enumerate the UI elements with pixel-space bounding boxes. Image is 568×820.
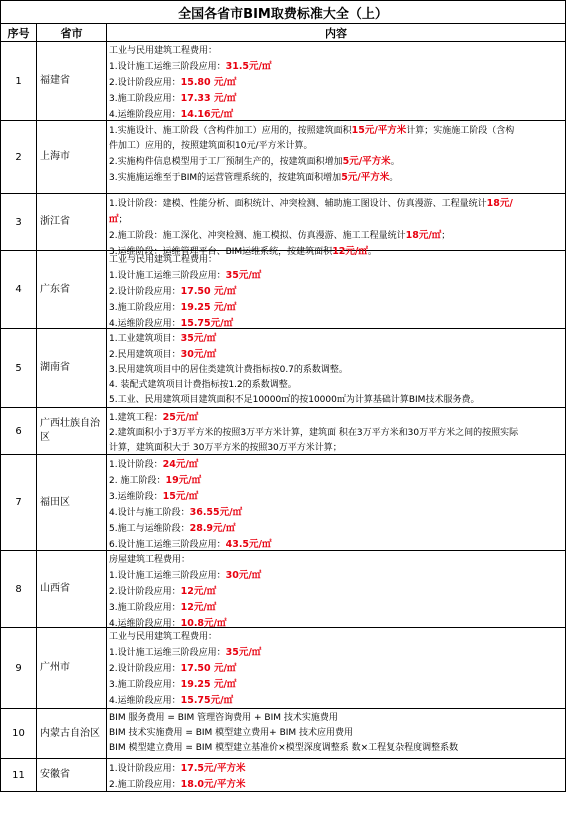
content-lines	[109, 410, 563, 454]
content-line	[109, 553, 563, 568]
content-line	[109, 600, 563, 616]
content-line	[109, 521, 563, 537]
content-line	[109, 378, 563, 393]
content-line	[109, 393, 563, 408]
content-line	[109, 661, 563, 677]
content-text: BIM 模型建立费用 = BIM 模型建立基准价×模型深度调整系 数×工程复杂程度调整系数	[109, 743, 459, 753]
content-text: 3.运维阶段：	[109, 492, 163, 502]
serial-number-cell: 7	[1, 455, 37, 551]
serial-number-cell: 10	[1, 709, 37, 759]
content-line	[109, 537, 563, 553]
content-line	[109, 410, 563, 426]
fee-value: 30元/㎡	[180, 349, 217, 360]
table-body	[1, 42, 566, 792]
fee-value: 5元/平方米	[342, 156, 391, 167]
province-cell: 广州市	[37, 628, 107, 709]
content-text: 5.施工与运维阶段：	[109, 524, 190, 534]
content-text: 房屋建筑工程费用：	[109, 555, 191, 565]
fee-value: 17.50 元/㎡	[180, 663, 237, 674]
content-text: 4.运维阶段应用：	[109, 619, 181, 629]
content-text: 计算；实施施工阶段（含构	[406, 126, 515, 136]
content-text: 1.设计施工运维三阶段应用：	[109, 571, 226, 581]
content-text: BIM 技术实施费用 = BIM 模型建立费用+ BIM 技术应用费用	[109, 728, 354, 738]
table-row	[1, 455, 566, 551]
table-row	[1, 408, 566, 455]
content-line	[109, 91, 563, 107]
content-text: 工业与民用建筑工程费用：	[109, 632, 218, 642]
serial-number-cell: 4	[1, 251, 37, 329]
serial-number-cell: 6	[1, 408, 37, 455]
fee-value: 12元/㎡	[180, 586, 217, 597]
content-text: 2. 施工阶段：	[109, 476, 166, 486]
content-line	[109, 426, 563, 441]
content-text: 1.设计施工运维三阶段应用：	[109, 648, 226, 658]
fee-value: 25元/㎡	[162, 412, 199, 423]
content-text: 件加工）应用的，按照建筑面积10元/平方米计算。	[109, 141, 313, 151]
content-lines	[109, 253, 563, 328]
content-cell	[107, 329, 566, 408]
fee-value: 15元/㎡	[162, 491, 199, 502]
content-text: 6.设计施工运维三阶段应用：	[109, 540, 226, 550]
fee-value: 17.50 元/㎡	[180, 286, 237, 297]
serial-number-cell: 9	[1, 628, 37, 709]
content-text: 工业与民用建筑工程费用：	[109, 46, 218, 56]
content-line	[109, 568, 563, 584]
fee-value: 17.5元/平方米	[180, 763, 246, 774]
fee-value: 35元/㎡	[225, 647, 262, 658]
content-cell	[107, 408, 566, 455]
content-text: 4.运维阶段应用：	[109, 696, 181, 706]
content-line	[109, 154, 563, 170]
header-province-city: 省市	[37, 24, 107, 42]
content-line	[109, 645, 563, 661]
content-lines	[109, 630, 563, 708]
content-line	[109, 505, 563, 521]
table-row	[1, 329, 566, 408]
fee-value: 19元/㎡	[165, 475, 202, 486]
content-cell	[107, 759, 566, 792]
fee-value: 15.80 元/㎡	[180, 77, 237, 88]
content-lines	[109, 44, 563, 120]
serial-number-cell: 2	[1, 121, 37, 194]
content-text: 2.建筑面积小于3万平方米的按照3万平方米计算，建筑面 积在3万平方米和30万平方米之间的按照实际	[109, 428, 519, 438]
content-text: 计算，建筑面积大于 30万平方米的按照30万平方米计算；	[109, 443, 342, 453]
content-line	[109, 75, 563, 91]
content-cell	[107, 551, 566, 628]
fee-value: 35元/㎡	[225, 270, 262, 281]
content-text: 2.实施构件信息模型用于工厂预制生产的，按建筑面积增加	[109, 157, 343, 167]
fee-value: 31.5元/㎡	[225, 61, 272, 72]
fee-value: 12元/㎡	[180, 602, 217, 613]
content-lines	[109, 331, 563, 407]
content-text: 工业与民用建筑工程费用：	[109, 255, 218, 265]
fee-value: 43.5元/㎡	[225, 539, 272, 550]
content-text: 1.建筑工程：	[109, 413, 163, 423]
content-line	[109, 489, 563, 505]
table-row	[1, 121, 566, 194]
content-text: 3.施工阶段应用：	[109, 303, 181, 313]
table-row	[1, 42, 566, 121]
content-text: 2.设计阶段应用：	[109, 287, 181, 297]
content-text: 4.运维阶段应用：	[109, 319, 181, 329]
content-line	[109, 711, 563, 726]
content-text: 3.民用建筑项目中的居住类建筑计费指标按0.7的系数调整。	[109, 365, 348, 375]
table-row	[1, 759, 566, 792]
content-line	[109, 473, 563, 489]
content-text: 3.施工阶段应用：	[109, 680, 181, 690]
fee-value: 18元/㎡	[405, 230, 442, 241]
fee-value: 15.75元/㎡	[180, 695, 234, 706]
content-cell	[107, 121, 566, 194]
content-text: 。	[367, 247, 377, 257]
content-line	[109, 630, 563, 645]
content-cell	[107, 628, 566, 709]
content-text: 2.设计阶段应用：	[109, 78, 181, 88]
content-line	[109, 777, 563, 793]
content-lines	[109, 711, 563, 758]
fee-value: 18元/	[486, 198, 513, 209]
content-line	[109, 457, 563, 473]
content-line	[109, 316, 563, 332]
serial-number-cell: 8	[1, 551, 37, 628]
province-cell: 山西省	[37, 551, 107, 628]
content-text: 2.施工阶段应用：	[109, 780, 181, 790]
fee-value: 19.25 元/㎡	[180, 302, 237, 313]
table-row	[1, 251, 566, 329]
fee-value: 12元/㎡	[332, 246, 368, 257]
content-text: 1.设计阶段：建模、性能分析、面积统计、冲突检测、辅助施工图设计、仿真漫游、工程量统计	[109, 199, 487, 209]
content-line	[109, 741, 563, 756]
fee-value: 18.0元/平方米	[180, 779, 246, 790]
content-line	[109, 44, 563, 59]
content-line	[109, 300, 563, 316]
content-lines	[109, 196, 563, 257]
province-cell: 广东省	[37, 251, 107, 329]
fee-value: 5元/平方米	[341, 172, 390, 183]
content-line	[109, 761, 563, 777]
content-line	[109, 331, 563, 347]
content-line	[109, 212, 563, 228]
content-text: 4. 装配式建筑项目计费指标按1.2的系数调整。	[109, 380, 297, 390]
table-row	[1, 628, 566, 709]
content-text: 1.工业建筑项目：	[109, 334, 181, 344]
content-text: BIM 服务费用 = BIM 管理咨询费用 + BIM 技术实施费用	[109, 713, 338, 723]
content-text: 。	[390, 157, 400, 167]
content-lines	[109, 457, 563, 550]
province-cell: 浙江省	[37, 194, 107, 251]
content-line	[109, 441, 563, 456]
content-line	[109, 363, 563, 378]
fee-value: 30元/㎡	[225, 570, 262, 581]
content-text: ；	[441, 231, 451, 241]
content-text: 3.运维阶段：运维管理平台、BIM运维系统，按建筑面积	[109, 247, 333, 257]
content-text: 2.施工阶段：施工深化、冲突检测、施工模拟、仿真漫游、施工工程量统计	[109, 231, 406, 241]
content-text: 。	[389, 173, 399, 183]
content-text: 3.施工阶段应用：	[109, 603, 181, 613]
content-line	[109, 196, 563, 212]
province-cell: 安徽省	[37, 759, 107, 792]
content-cell	[107, 455, 566, 551]
fee-value: 10.8元/㎡	[180, 618, 227, 629]
content-line	[109, 693, 563, 709]
fee-value: ㎡	[109, 214, 119, 225]
province-cell: 广西壮族自治区	[37, 408, 107, 455]
content-cell	[107, 42, 566, 121]
province-cell: 福田区	[37, 455, 107, 551]
content-text: 3.实施施运维至于BIM的运营管理系统的，按建筑面积增加	[109, 173, 342, 183]
fee-value: 19.25 元/㎡	[180, 679, 237, 690]
content-text: 2.设计阶段应用：	[109, 664, 181, 674]
content-line	[109, 228, 563, 244]
table-title: 全国各省市BIM取费标准大全（上）	[1, 1, 566, 24]
content-line	[109, 170, 563, 186]
content-line	[109, 677, 563, 693]
fee-value: 28.9元/㎡	[189, 523, 236, 534]
content-line	[109, 107, 563, 123]
table-row	[1, 709, 566, 759]
province-cell: 内蒙古自治区	[37, 709, 107, 759]
fee-value: 15.75元/㎡	[180, 318, 234, 329]
serial-number-cell: 11	[1, 759, 37, 792]
content-cell	[107, 709, 566, 759]
content-text: 1.设计阶段：	[109, 460, 163, 470]
content-cell	[107, 251, 566, 329]
fee-value: 24元/㎡	[162, 459, 199, 470]
content-line	[109, 139, 563, 154]
table-row	[1, 194, 566, 251]
content-line	[109, 284, 563, 300]
content-line	[109, 253, 563, 268]
content-text: 2.民用建筑项目：	[109, 350, 181, 360]
content-text: 4.设计与施工阶段：	[109, 508, 190, 518]
header-serial-number: 序号	[1, 24, 37, 42]
fee-value: 35元/㎡	[180, 333, 217, 344]
content-text: 1.设计阶段应用：	[109, 764, 181, 774]
serial-number-cell: 5	[1, 329, 37, 408]
content-text: ；	[118, 215, 128, 225]
content-line	[109, 347, 563, 363]
serial-number-cell: 3	[1, 194, 37, 251]
content-line	[109, 584, 563, 600]
content-line	[109, 726, 563, 741]
fee-value: 36.55元/㎡	[189, 507, 243, 518]
content-lines	[109, 123, 563, 193]
province-cell: 湖南省	[37, 329, 107, 408]
content-text: 1.设计施工运维三阶段应用：	[109, 62, 226, 72]
content-text: 2.设计阶段应用：	[109, 587, 181, 597]
table-row	[1, 551, 566, 628]
content-lines	[109, 553, 563, 627]
content-cell	[107, 194, 566, 257]
content-text: 5.工业、民用建筑项目建筑面积不足10000㎡的按10000㎡为计算基础计算BIM技术服务费。	[109, 395, 480, 405]
fee-value: 14.16元/㎡	[180, 109, 234, 120]
province-cell: 上海市	[37, 121, 107, 194]
fee-value: 15元/平方米	[351, 125, 407, 136]
content-text: 4.运维阶段应用：	[109, 110, 181, 120]
content-text: 1.设计施工运维三阶段应用：	[109, 271, 226, 281]
content-line	[109, 268, 563, 284]
content-text: 1.实施设计、施工阶段（含构件加工）应用的，按照建筑面积	[109, 126, 352, 136]
header-content: 内容	[107, 24, 566, 42]
province-cell: 福建省	[37, 42, 107, 121]
content-line	[109, 123, 563, 139]
serial-number-cell: 1	[1, 42, 37, 121]
fee-value: 17.33 元/㎡	[180, 93, 237, 104]
content-line	[109, 59, 563, 75]
content-lines	[109, 761, 563, 791]
content-text: 3.施工阶段应用：	[109, 94, 181, 104]
